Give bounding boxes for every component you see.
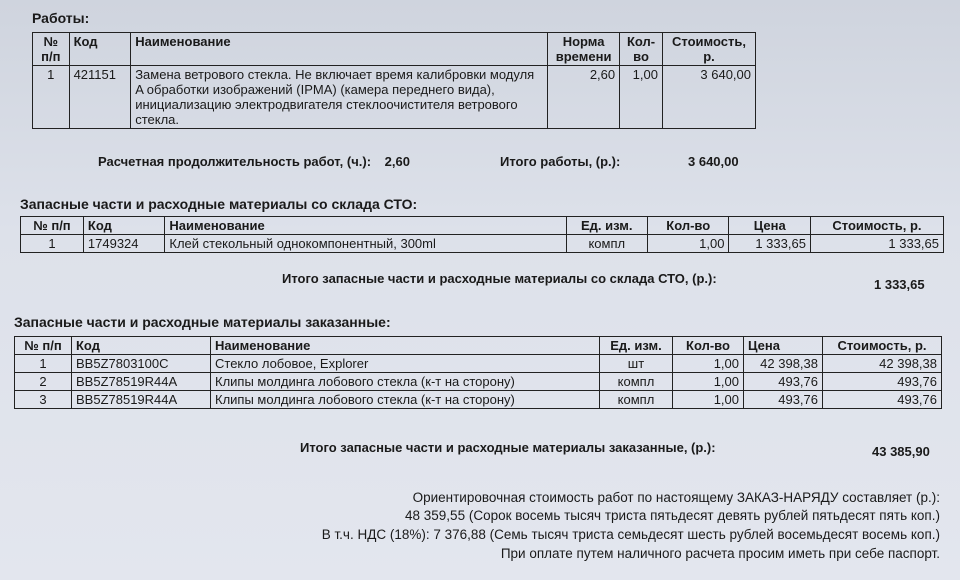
ordered-parts-title: Запасные части и расходные материалы заказанные: [14, 314, 391, 330]
footer-vat: В т.ч. НДС (18%): 7 376,88 (Семь тысяч триста семьдесят шесть рублей восемьдесят восемь коп.) [321, 527, 940, 542]
stock-parts-total-label: Итого запасные части и расходные материалы со склада СТО, (р.): [282, 271, 717, 286]
stock-parts-title: Запасные части и расходные материалы со склада СТО: [20, 196, 418, 212]
cell-code: 421151 [69, 66, 131, 129]
cell-qty: 1,00 [673, 355, 744, 373]
cell-cost: 42 398,38 [823, 355, 942, 373]
table-row [33, 66, 756, 129]
duration-value: 2,60 [384, 154, 410, 169]
ordered-parts-total-label: Итого запасные части и расходные материалы заказанные, (р.): [300, 440, 716, 455]
col-name: Наименование [165, 217, 566, 235]
cell-name: Клипы молдинга лобового стекла (к-т на сторону) [211, 373, 600, 391]
cell-price: 1 333,65 [729, 235, 810, 253]
ordered-parts-total-value: 43 385,90 [872, 444, 930, 459]
col-norm: Норма времени [548, 33, 620, 66]
col-cost: Стоимость, р. [662, 33, 755, 66]
col-num: № п/п [15, 337, 72, 355]
cell-num: 3 [15, 391, 72, 409]
ordered-parts-table [14, 336, 942, 409]
col-code: Код [72, 337, 211, 355]
cell-qty: 1,00 [673, 391, 744, 409]
works-duration [98, 154, 410, 169]
cell-code: BB5Z7803100C [72, 355, 211, 373]
footer-passport-note: При оплате путем наличного расчета просим иметь при себе паспорт. [500, 546, 940, 561]
col-num: № п/п [21, 217, 84, 235]
cell-cost: 1 333,65 [810, 235, 943, 253]
col-unit: Ед. изм. [566, 217, 647, 235]
table-header-row [33, 33, 756, 66]
cell-price: 42 398,38 [744, 355, 823, 373]
stock-parts-total-value: 1 333,65 [874, 277, 925, 292]
cell-num: 2 [15, 373, 72, 391]
duration-label: Расчетная продолжительность работ, (ч.): [98, 154, 372, 169]
cell-norm: 2,60 [548, 66, 620, 129]
table-header-row [21, 217, 944, 235]
footer-estimate-amount: 48 359,55 (Сорок восемь тысяч триста пятьдесят девять рублей пятьдесят пять коп.) [405, 508, 940, 523]
col-cost: Стоимость, р. [823, 337, 942, 355]
col-qty: Кол-во [673, 337, 744, 355]
cell-cost: 3 640,00 [662, 66, 755, 129]
cell-num: 1 [21, 235, 84, 253]
col-price: Цена [744, 337, 823, 355]
cell-cost: 493,76 [823, 373, 942, 391]
cell-qty: 1,00 [673, 373, 744, 391]
cell-qty: 1,00 [620, 66, 663, 129]
works-total-label: Итого работы, (р.): [500, 154, 621, 169]
cell-cost: 493,76 [823, 391, 942, 409]
table-row [15, 373, 942, 391]
table-row [21, 235, 944, 253]
table-header-row [15, 337, 942, 355]
col-cost: Стоимость, р. [810, 217, 943, 235]
col-qty: Кол-во [620, 33, 663, 66]
cell-code: BB5Z78519R44A [72, 391, 211, 409]
cell-num: 1 [33, 66, 70, 129]
col-qty: Кол-во [648, 217, 729, 235]
col-name: Наименование [211, 337, 600, 355]
cell-unit: компл [566, 235, 647, 253]
col-price: Цена [729, 217, 810, 235]
cell-unit: шт [600, 355, 673, 373]
cell-code: BB5Z78519R44A [72, 373, 211, 391]
col-code: Код [69, 33, 131, 66]
works-total-value: 3 640,00 [688, 154, 739, 169]
cell-num: 1 [15, 355, 72, 373]
cell-code: 1749324 [83, 235, 164, 253]
works-title: Работы: [32, 10, 90, 26]
col-unit: Ед. изм. [600, 337, 673, 355]
col-code: Код [83, 217, 164, 235]
cell-name: Стекло лобовое, Explorer [211, 355, 600, 373]
cell-qty: 1,00 [648, 235, 729, 253]
cell-name: Клипы молдинга лобового стекла (к-т на сторону) [211, 391, 600, 409]
footer-estimate-label: Ориентировочная стоимость работ по настоящему ЗАКАЗ-НАРЯДУ составляет (р.): [412, 490, 940, 505]
table-row [15, 391, 942, 409]
table-row [15, 355, 942, 373]
cell-unit: компл [600, 391, 673, 409]
cell-name: Клей стекольный однокомпонентный, 300ml [165, 235, 566, 253]
cell-unit: компл [600, 373, 673, 391]
cell-price: 493,76 [744, 391, 823, 409]
works-table [32, 32, 756, 129]
cell-price: 493,76 [744, 373, 823, 391]
stock-parts-table [20, 216, 944, 253]
cell-name: Замена ветрового стекла. Не включает время калибровки модуля A обработки изображений (IPMA) (камера переднего вида), инициализацию электродвигателя стеклоочистителя ветрового стекла. [131, 66, 548, 129]
col-name: Наименование [131, 33, 548, 66]
col-num: № п/п [33, 33, 70, 66]
